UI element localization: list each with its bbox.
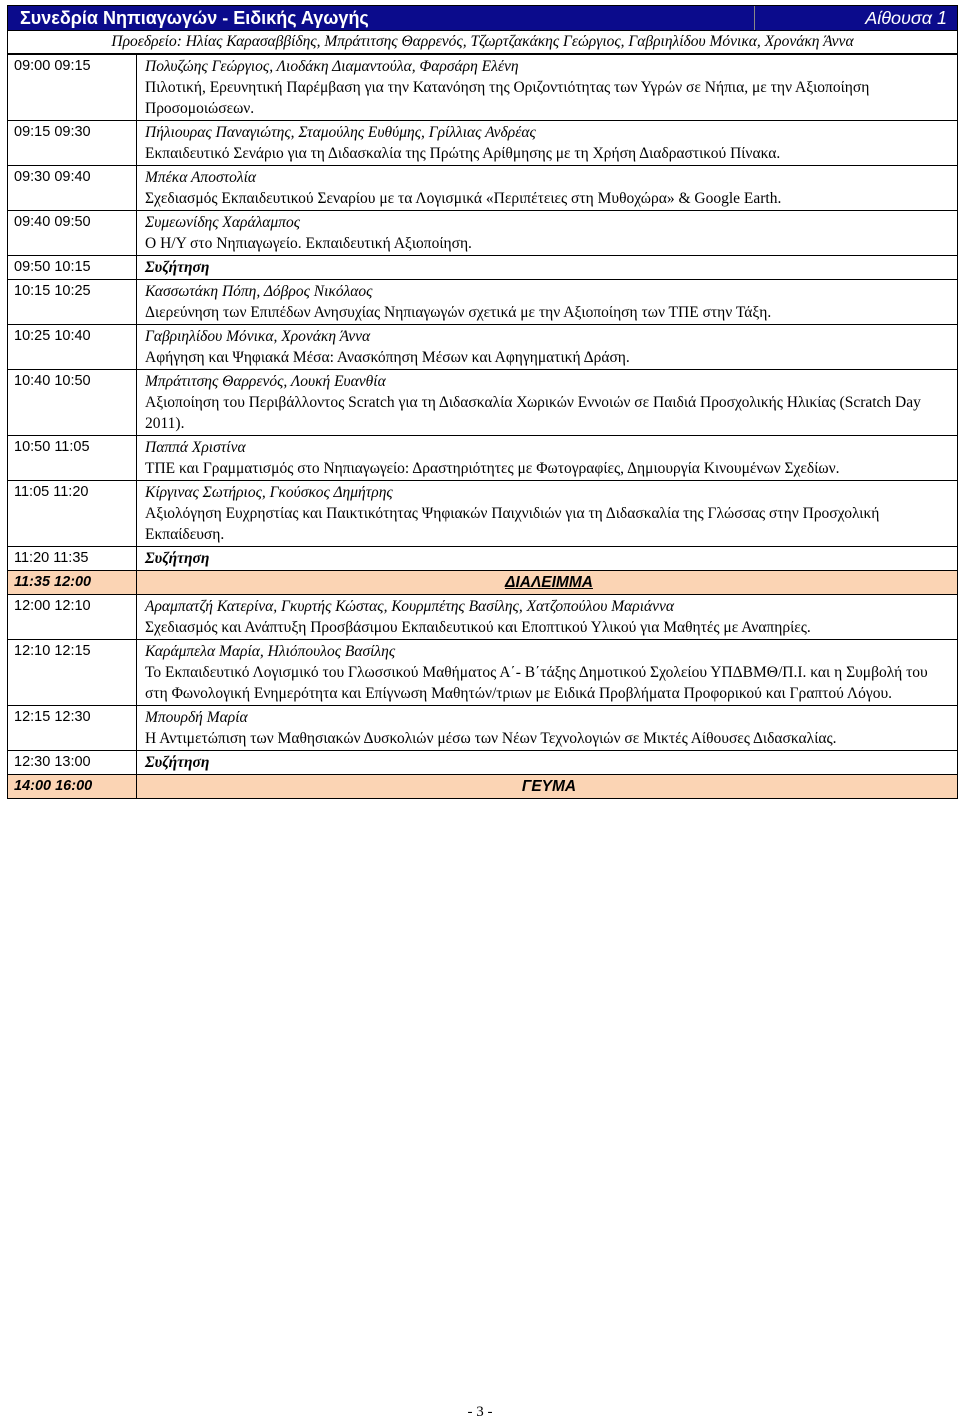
discussion-cell: [137, 256, 958, 280]
presentation-cell: [137, 481, 958, 547]
authors: Αραμπατζή Κατερίνα, Γκυρτής Κώστας, Κουρμπέτης Βασίλης, Χατζοπούλου Μαριάννα: [145, 598, 675, 615]
paper-title: Σχεδιασμός Εκπαιδευτικού Σεναρίου με τα Λογισμικά «Περιπέτειες στη Μυθοχώρα» & Google Earth.: [145, 190, 782, 207]
authors: Γαβριηλίδου Μόνικα, Χρονάκη Άννα: [145, 328, 371, 345]
presentation-cell: [137, 280, 958, 325]
paper-title: Εκπαιδευτικό Σενάριο για τη Διδασκαλία της Πρώτης Αρίθμησης με τη Χρήση Διαδραστικού Πίνακα.: [145, 145, 781, 162]
presentation-cell: [137, 640, 958, 706]
paper-title: Το Εκπαιδευτικό Λογισμικό του Γλωσσικού Μαθήματος Α΄- Β΄τάξης Δημοτικού Σχολείου ΥΠΔΒΜΘ/Π.Ι. και η Συμβολή του στη Φωνολογική Ενημερότητα και Επίγνωση Μαθητών/τριων με Ειδικά Προβλήματα Προφορικού και Γραπτού Λόγου.: [145, 664, 928, 702]
time-slot: 14:00 16:00: [8, 775, 137, 799]
presentation-cell: [137, 166, 958, 211]
presentation-cell: [137, 121, 958, 166]
presentation-cell: [137, 436, 958, 481]
schedule-row: [8, 121, 958, 166]
presentation-cell: [137, 211, 958, 256]
time-slot: 12:15 12:30: [8, 706, 137, 751]
chairs-line: Προεδρείο: Ηλίας Καρασαββίδης, Μπράτιτσης Θαρρενός, Τζωρτζακάκης Γεώργιος, Γαβριηλίδου Μόνικα, Χρονάκη Άννα: [7, 31, 958, 54]
authors: Μπέκα Αποστολία: [145, 169, 257, 186]
schedule-row: [8, 211, 958, 256]
break-row: [8, 775, 958, 799]
break-label: [137, 571, 958, 595]
time-slot: 12:10 12:15: [8, 640, 137, 706]
schedule-row: [8, 706, 958, 751]
time-slot: 09:40 09:50: [8, 211, 137, 256]
paper-title: Σχεδιασμός και Ανάπτυξη Προσβάσιμου Εκπαιδευτικού και Εποπτικού Υλικού για Μαθητές με Αναπηρίες.: [145, 619, 811, 636]
page-number: - 3 -: [467, 1404, 493, 1420]
discussion-label: Συζήτηση: [145, 259, 210, 276]
authors: Κασσωτάκη Πόπη, Δόβρος Νικόλαος: [145, 283, 373, 300]
discussion-row: [8, 256, 958, 280]
time-slot: 09:30 09:40: [8, 166, 137, 211]
time-slot: 09:15 09:30: [8, 121, 137, 166]
time-slot: 10:50 11:05: [8, 436, 137, 481]
paper-title: Πιλοτική, Ερευνητική Παρέμβαση για την Κατανόηση της Οριζοντιότητας των Υγρών σε Νήπια, με την Αξιοποίηση Προσομοιώσεων.: [145, 79, 870, 117]
schedule-row: [8, 325, 958, 370]
authors: Μπράτιτσης Θαρρενός, Λουκή Ευανθία: [145, 373, 386, 390]
time-slot: 11:35 12:00: [8, 571, 137, 595]
authors: Κίργινας Σωτήριος, Γκούσκος Δημήτρης: [145, 484, 393, 501]
time-slot: 12:00 12:10: [8, 595, 137, 640]
room-label: Αίθουσα 1: [754, 6, 957, 30]
session-title: Συνεδρία Νηπιαγωγών - Ειδικής Αγωγής: [20, 7, 369, 28]
schedule-row: [8, 595, 958, 640]
time-slot: 12:30 13:00: [8, 751, 137, 775]
time-slot: 10:15 10:25: [8, 280, 137, 325]
schedule-sheet: [7, 5, 958, 799]
time-slot: 10:40 10:50: [8, 370, 137, 436]
discussion-cell: [137, 751, 958, 775]
authors: Μπουρδή Μαρία: [145, 709, 248, 726]
authors: Παππά Χριστίνα: [145, 439, 246, 456]
schedule-row: [8, 55, 958, 121]
paper-title: Διερεύνηση των Επιπέδων Ανησυχίας Νηπιαγωγών σχετικά με την Αξιοποίηση των ΤΠΕ στην Τάξη.: [145, 304, 772, 321]
schedule-row: [8, 280, 958, 325]
presentation-cell: [137, 370, 958, 436]
authors: Καράμπελα Μαρία, Ηλιόπουλος Βασίλης: [145, 643, 396, 660]
discussion-label: Συζήτηση: [145, 754, 210, 771]
schedule-row: [8, 640, 958, 706]
paper-title: ΤΠΕ και Γραμματισμός στο Νηπιαγωγείο: Δραστηριότητες με Φωτογραφίες, Δημιουργία Κινουμένων Σχεδίων.: [145, 460, 840, 477]
break-row: [8, 571, 958, 595]
presentation-cell: [137, 706, 958, 751]
paper-title: Η Αντιμετώπιση των Μαθησιακών Δυσκολιών μέσω των Νέων Τεχνολογιών σε Μικτές Αίθουσες Διδασκαλίας.: [145, 730, 837, 747]
break-text: ΔΙΑΛΕΙΜΜΑ: [505, 574, 593, 591]
time-slot: 09:50 10:15: [8, 256, 137, 280]
paper-title: Ο Η/Υ στο Νηπιαγωγείο. Εκπαιδευτική Αξιοποίηση.: [145, 235, 472, 252]
paper-title: Αξιολόγηση Ευχρηστίας και Παικτικότητας Ψηφιακών Παιχνιδιών για τη Διδασκαλία της Γλώσσας στην Προσχολική Εκπαίδευση.: [145, 505, 880, 543]
presentation-cell: [137, 55, 958, 121]
time-slot: 11:20 11:35: [8, 547, 137, 571]
schedule-row: [8, 481, 958, 547]
paper-title: Αξιοποίηση του Περιβάλλοντος Scratch για τη Διδασκαλία Χωρικών Εννοιών σε Παιδιά Προσχολικής Ηλικίας (Scratch Day 2011).: [145, 394, 921, 432]
time-slot: 09:00 09:15: [8, 55, 137, 121]
presentation-cell: [137, 325, 958, 370]
break-text: ΓΕΥΜΑ: [521, 778, 577, 795]
presentation-cell: [137, 595, 958, 640]
authors: Συμεωνίδης Χαράλαμπος: [145, 214, 301, 231]
schedule-row: [8, 370, 958, 436]
discussion-row: [8, 547, 958, 571]
authors: Πολυζώης Γεώργιος, Λιοδάκη Διαμαντούλα, Φαρσάρη Ελένη: [145, 58, 519, 75]
time-slot: 11:05 11:20: [8, 481, 137, 547]
time-slot: 10:25 10:40: [8, 325, 137, 370]
break-label: [137, 775, 958, 799]
authors: Πήλιουρας Παναγιώτης, Σταμούλης Ευθύμης, Γρίλλιας Ανδρέας: [145, 124, 536, 141]
schedule-table: [7, 54, 958, 799]
discussion-label: Συζήτηση: [145, 550, 210, 567]
schedule-row: [8, 436, 958, 481]
discussion-cell: [137, 547, 958, 571]
schedule-row: [8, 166, 958, 211]
session-header: [7, 5, 958, 31]
discussion-row: [8, 751, 958, 775]
paper-title: Αφήγηση και Ψηφιακά Μέσα: Ανασκόπηση Μέσων και Αφηγηματική Δράση.: [145, 349, 630, 366]
